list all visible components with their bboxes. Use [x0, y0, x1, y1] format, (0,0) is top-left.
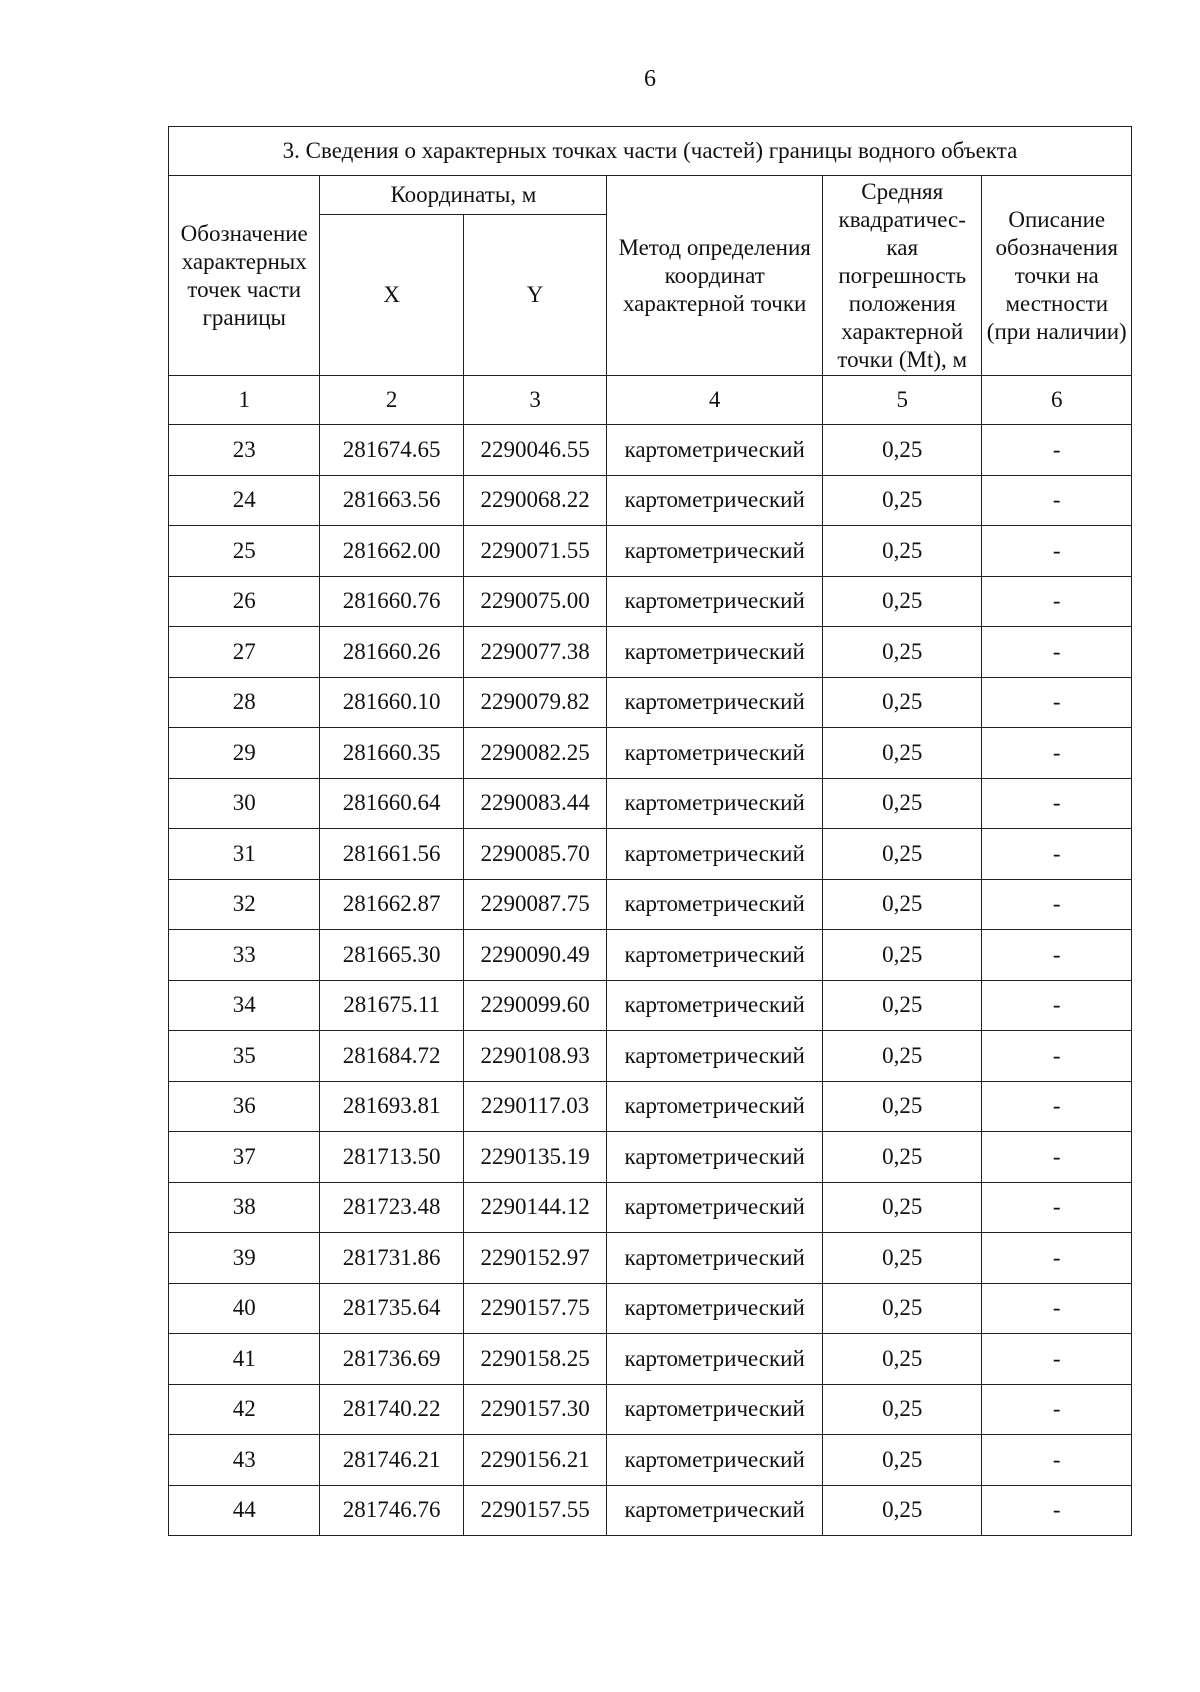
- x-coordinate-cell: 281746.21: [320, 1435, 463, 1486]
- y-coordinate-cell: 2290144.12: [463, 1182, 606, 1233]
- point-id-cell: 27: [169, 627, 320, 678]
- header-description: Описание обозначения точки на местности (при наличии): [982, 176, 1132, 376]
- x-coordinate-cell: 281660.10: [320, 677, 463, 728]
- x-coordinate-cell: 281740.22: [320, 1384, 463, 1435]
- point-id-cell: 35: [169, 1031, 320, 1082]
- point-id-cell: 32: [169, 879, 320, 930]
- y-coordinate-cell: 2290135.19: [463, 1132, 606, 1183]
- table-row: [169, 677, 1132, 728]
- description-cell: -: [982, 1233, 1132, 1284]
- method-cell: картометрический: [607, 1384, 823, 1435]
- description-cell: -: [982, 576, 1132, 627]
- error-cell: 0,25: [822, 1081, 981, 1132]
- boundary-points-table: [168, 126, 1132, 1536]
- table-row: [169, 1132, 1132, 1183]
- table-row: [169, 728, 1132, 779]
- description-cell: -: [982, 526, 1132, 577]
- x-coordinate-cell: 281660.64: [320, 778, 463, 829]
- error-cell: 0,25: [822, 1233, 981, 1284]
- point-id-cell: 29: [169, 728, 320, 779]
- x-coordinate-cell: 281735.64: [320, 1283, 463, 1334]
- column-number: 4: [607, 376, 823, 425]
- x-coordinate-cell: 281660.76: [320, 576, 463, 627]
- description-cell: -: [982, 1081, 1132, 1132]
- description-cell: -: [982, 627, 1132, 678]
- method-cell: картометрический: [607, 425, 823, 476]
- description-cell: -: [982, 930, 1132, 981]
- method-cell: картометрический: [607, 1081, 823, 1132]
- description-cell: -: [982, 728, 1132, 779]
- y-coordinate-cell: 2290087.75: [463, 879, 606, 930]
- point-id-cell: 44: [169, 1485, 320, 1536]
- x-coordinate-cell: 281723.48: [320, 1182, 463, 1233]
- y-coordinate-cell: 2290075.00: [463, 576, 606, 627]
- table-row: [169, 425, 1132, 476]
- table-title: 3. Сведения о характерных точках части (частей) границы водного объекта: [169, 127, 1132, 176]
- description-cell: -: [982, 1283, 1132, 1334]
- x-coordinate-cell: 281662.00: [320, 526, 463, 577]
- point-id-cell: 41: [169, 1334, 320, 1385]
- description-cell: -: [982, 980, 1132, 1031]
- error-cell: 0,25: [822, 1435, 981, 1486]
- point-id-cell: 37: [169, 1132, 320, 1183]
- table-row: [169, 526, 1132, 577]
- header-error: Средняя квадратичес-кая погрешность положения характерной точки (Mt), м: [822, 176, 981, 376]
- method-cell: картометрический: [607, 1334, 823, 1385]
- method-cell: картометрический: [607, 728, 823, 779]
- description-cell: -: [982, 829, 1132, 880]
- x-coordinate-cell: 281675.11: [320, 980, 463, 1031]
- y-coordinate-cell: 2290156.21: [463, 1435, 606, 1486]
- table-row: [169, 1182, 1132, 1233]
- table-row: [169, 576, 1132, 627]
- table-row: [169, 1334, 1132, 1385]
- y-coordinate-cell: 2290046.55: [463, 425, 606, 476]
- point-id-cell: 34: [169, 980, 320, 1031]
- method-cell: картометрический: [607, 526, 823, 577]
- error-cell: 0,25: [822, 879, 981, 930]
- table-row: [169, 1435, 1132, 1486]
- x-coordinate-cell: 281693.81: [320, 1081, 463, 1132]
- x-coordinate-cell: 281713.50: [320, 1132, 463, 1183]
- header-row: [169, 176, 1132, 215]
- method-cell: картометрический: [607, 879, 823, 930]
- y-coordinate-cell: 2290117.03: [463, 1081, 606, 1132]
- error-cell: 0,25: [822, 829, 981, 880]
- description-cell: -: [982, 1435, 1132, 1486]
- description-cell: -: [982, 1485, 1132, 1536]
- method-cell: картометрический: [607, 980, 823, 1031]
- table-title-row: [169, 127, 1132, 176]
- method-cell: картометрический: [607, 829, 823, 880]
- description-cell: -: [982, 1182, 1132, 1233]
- description-cell: -: [982, 475, 1132, 526]
- point-id-cell: 25: [169, 526, 320, 577]
- error-cell: 0,25: [822, 1031, 981, 1082]
- error-cell: 0,25: [822, 627, 981, 678]
- table-row: [169, 1031, 1132, 1082]
- point-id-cell: 24: [169, 475, 320, 526]
- error-cell: 0,25: [822, 526, 981, 577]
- method-cell: картометрический: [607, 576, 823, 627]
- column-number: 3: [463, 376, 606, 425]
- point-id-cell: 39: [169, 1233, 320, 1284]
- table-row: [169, 778, 1132, 829]
- table-row: [169, 930, 1132, 981]
- column-number: 1: [169, 376, 320, 425]
- description-cell: -: [982, 1334, 1132, 1385]
- y-coordinate-cell: 2290083.44: [463, 778, 606, 829]
- method-cell: картометрический: [607, 677, 823, 728]
- point-id-cell: 28: [169, 677, 320, 728]
- column-number: 5: [822, 376, 981, 425]
- point-id-cell: 43: [169, 1435, 320, 1486]
- x-coordinate-cell: 281663.56: [320, 475, 463, 526]
- error-cell: 0,25: [822, 1283, 981, 1334]
- y-coordinate-cell: 2290079.82: [463, 677, 606, 728]
- x-coordinate-cell: 281662.87: [320, 879, 463, 930]
- point-id-cell: 31: [169, 829, 320, 880]
- point-id-cell: 42: [169, 1384, 320, 1435]
- table-row: [169, 829, 1132, 880]
- description-cell: -: [982, 778, 1132, 829]
- method-cell: картометрический: [607, 1435, 823, 1486]
- x-coordinate-cell: 281684.72: [320, 1031, 463, 1082]
- table-row: [169, 879, 1132, 930]
- x-coordinate-cell: 281731.86: [320, 1233, 463, 1284]
- description-cell: -: [982, 1031, 1132, 1082]
- y-coordinate-cell: 2290157.75: [463, 1283, 606, 1334]
- table-row: [169, 1081, 1132, 1132]
- header-designation: Обозначение характерных точек части границы: [169, 176, 320, 376]
- error-cell: 0,25: [822, 1334, 981, 1385]
- method-cell: картометрический: [607, 1182, 823, 1233]
- y-coordinate-cell: 2290099.60: [463, 980, 606, 1031]
- table-row: [169, 1233, 1132, 1284]
- point-id-cell: 33: [169, 930, 320, 981]
- x-coordinate-cell: 281665.30: [320, 930, 463, 981]
- y-coordinate-cell: 2290157.55: [463, 1485, 606, 1536]
- y-coordinate-cell: 2290090.49: [463, 930, 606, 981]
- method-cell: картометрический: [607, 1233, 823, 1284]
- point-id-cell: 38: [169, 1182, 320, 1233]
- y-coordinate-cell: 2290085.70: [463, 829, 606, 880]
- method-cell: картометрический: [607, 1283, 823, 1334]
- x-coordinate-cell: 281660.35: [320, 728, 463, 779]
- table-row: [169, 1384, 1132, 1435]
- column-number: 6: [982, 376, 1132, 425]
- method-cell: картометрический: [607, 930, 823, 981]
- method-cell: картометрический: [607, 1031, 823, 1082]
- header-x: X: [320, 215, 463, 376]
- method-cell: картометрический: [607, 1485, 823, 1536]
- error-cell: 0,25: [822, 677, 981, 728]
- error-cell: 0,25: [822, 475, 981, 526]
- table-row: [169, 1283, 1132, 1334]
- error-cell: 0,25: [822, 576, 981, 627]
- method-cell: картометрический: [607, 778, 823, 829]
- error-cell: 0,25: [822, 1132, 981, 1183]
- y-coordinate-cell: 2290157.30: [463, 1384, 606, 1435]
- point-id-cell: 23: [169, 425, 320, 476]
- header-y: Y: [463, 215, 606, 376]
- error-cell: 0,25: [822, 778, 981, 829]
- column-number-row: [169, 376, 1132, 425]
- error-cell: 0,25: [822, 1182, 981, 1233]
- page-number: 6: [644, 66, 656, 92]
- method-cell: картометрический: [607, 627, 823, 678]
- error-cell: 0,25: [822, 1485, 981, 1536]
- error-cell: 0,25: [822, 728, 981, 779]
- y-coordinate-cell: 2290108.93: [463, 1031, 606, 1082]
- description-cell: -: [982, 1132, 1132, 1183]
- error-cell: 0,25: [822, 930, 981, 981]
- header-method: Метод определения координат характерной точки: [607, 176, 823, 376]
- description-cell: -: [982, 425, 1132, 476]
- point-id-cell: 26: [169, 576, 320, 627]
- x-coordinate-cell: 281746.76: [320, 1485, 463, 1536]
- point-id-cell: 40: [169, 1283, 320, 1334]
- description-cell: -: [982, 677, 1132, 728]
- table-row: [169, 627, 1132, 678]
- x-coordinate-cell: 281661.56: [320, 829, 463, 880]
- y-coordinate-cell: 2290071.55: [463, 526, 606, 577]
- column-number: 2: [320, 376, 463, 425]
- table-row: [169, 475, 1132, 526]
- method-cell: картометрический: [607, 475, 823, 526]
- y-coordinate-cell: 2290152.97: [463, 1233, 606, 1284]
- point-id-cell: 30: [169, 778, 320, 829]
- error-cell: 0,25: [822, 1384, 981, 1435]
- point-id-cell: 36: [169, 1081, 320, 1132]
- header-coordinates: Координаты, м: [320, 176, 607, 215]
- y-coordinate-cell: 2290077.38: [463, 627, 606, 678]
- x-coordinate-cell: 281674.65: [320, 425, 463, 476]
- method-cell: картометрический: [607, 1132, 823, 1183]
- error-cell: 0,25: [822, 980, 981, 1031]
- table-row: [169, 980, 1132, 1031]
- error-cell: 0,25: [822, 425, 981, 476]
- x-coordinate-cell: 281736.69: [320, 1334, 463, 1385]
- y-coordinate-cell: 2290158.25: [463, 1334, 606, 1385]
- table-row: [169, 1485, 1132, 1536]
- x-coordinate-cell: 281660.26: [320, 627, 463, 678]
- y-coordinate-cell: 2290082.25: [463, 728, 606, 779]
- description-cell: -: [982, 879, 1132, 930]
- description-cell: -: [982, 1384, 1132, 1435]
- y-coordinate-cell: 2290068.22: [463, 475, 606, 526]
